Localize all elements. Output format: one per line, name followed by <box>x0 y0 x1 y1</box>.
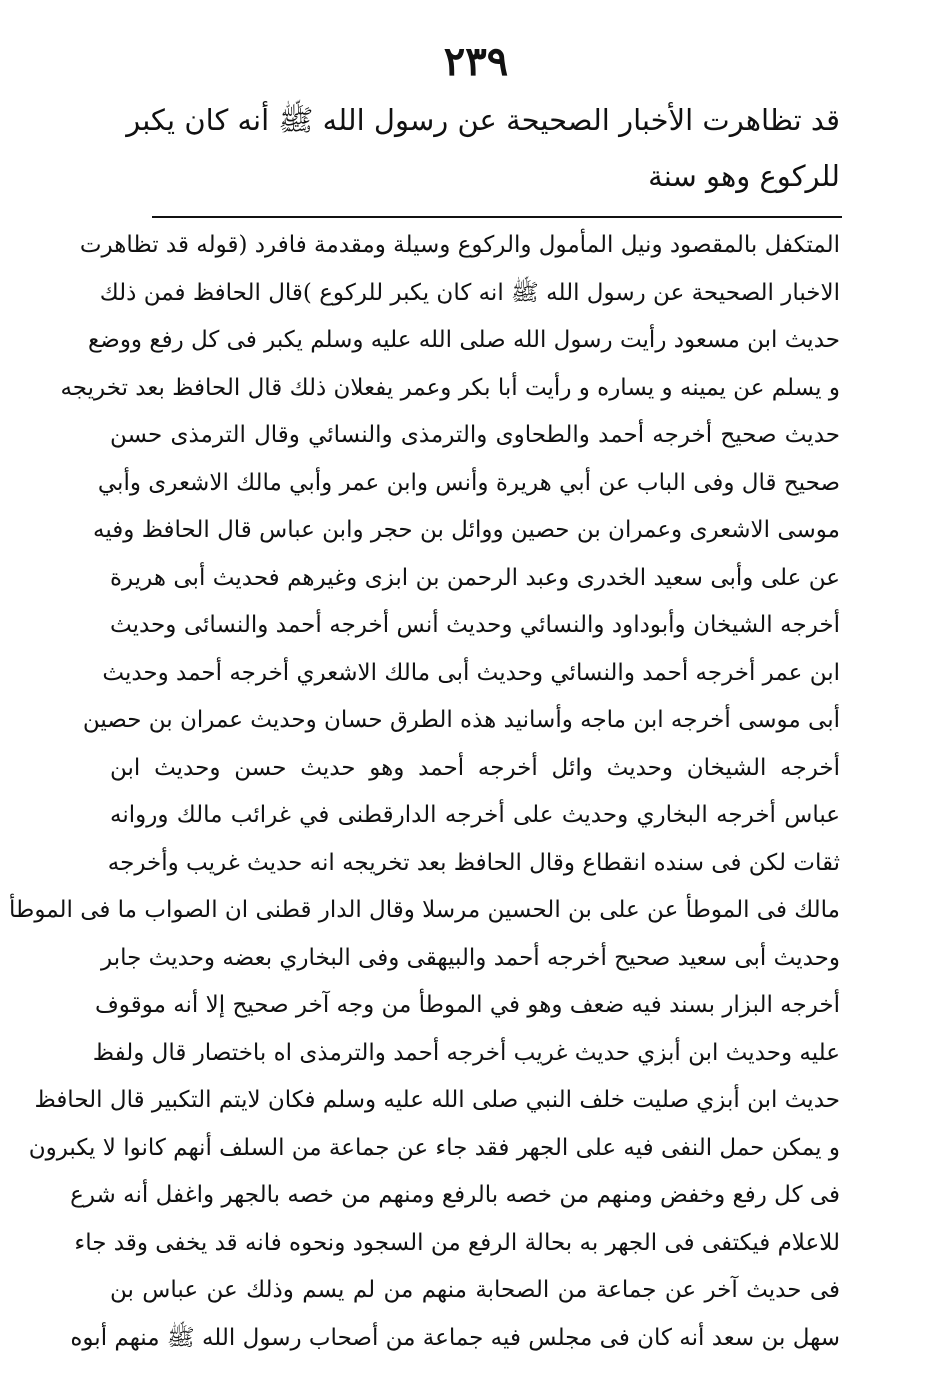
commentary-line: صحيح قال وفى الباب عن أبي هريرة وأنس وابن عمر وأبي مالك الاشعرى وأبي <box>97 469 840 496</box>
separator-rule <box>152 216 842 218</box>
commentary-line: فى كل رفع وخفض ومنهم من خصه بالرفع ومنهم من خصه بالجهر واغفل أنه شرع <box>70 1182 840 1208</box>
commentary-line: أبى موسى أخرجه ابن ماجه وأسانيد هذه الطرق حسان وحديث عمران بن حصين <box>82 707 840 733</box>
commentary-line: أخرجه الشيخان وأبوداود والنسائي وحديث أنس أخرجه أحمد والنسائى وحديث <box>110 612 840 638</box>
commentary-line: حديث صحيح أخرجه أحمد والطحاوى والترمذى والنسائي وقال الترمذى حسن <box>110 422 840 448</box>
commentary-line: و يمكن حمل النفى فيه على الجهر فقد جاء عن جماعة من السلف أنهم كانوا لا يكبرون <box>28 1134 840 1161</box>
page-number: ٢٣٩ <box>443 38 509 85</box>
commentary-line: المتكفل بالمقصود ونيل المأمول والركوع وسيلة ومقدمة فافرد (قوله قد تظاهرت <box>79 232 840 258</box>
commentary-text <box>9 222 840 1362</box>
commentary-line: مالك فى الموطأ عن على بن الحسين مرسلا وقال الدار قطنى ان الصواب ما فى الموطأ <box>9 897 840 923</box>
commentary-line: سهل بن سعد أنه كان فى مجلس فيه جماعة من أصحاب رسول الله ﷺ منهم أبوه <box>70 1324 840 1351</box>
commentary-line: ابن عمر أخرجه أحمد والنسائي وحديث أبى مالك الاشعري أخرجه أحمد وحديث <box>102 659 840 686</box>
commentary-line: حديث ابن مسعود رأيت رسول الله صلى الله عليه وسلم يكبر فى كل رفع ووضع <box>88 327 840 353</box>
commentary-line: للاعلام فيكتفى فى الجهر به بحالة الرفع من السجود ونحوه فانه قد يخفى وقد جاء <box>74 1229 840 1256</box>
commentary-line: أخرجه البزار بسند فيه ضعف وهو في الموطأ من وجه آخر صحيح إلا أنه موقوف <box>94 992 840 1018</box>
commentary-line: عباس أخرجه البخاري وحديث على أخرجه الدارقطنى في غرائب مالك وروانه <box>110 802 840 828</box>
main-text-line: قد تظاهرت الأخبار الصحيحة عن رسول الله ﷺ أنه كان يكبر <box>126 103 840 137</box>
commentary-line: ثقات لكن فى سنده انقطاع وقال الحافظ بعد تخريجه انه حديث غريب وأخرجه <box>107 849 840 876</box>
commentary-line: فى حديث آخر عن جماعة من الصحابة منهم من لم يسم وذلك عن عباس بن <box>110 1277 840 1303</box>
commentary-line: أخرجه الشيخان وحديث وائل أخرجه أحمد وهو حديث حسن وحديث ابن <box>110 754 840 781</box>
commentary-line: عن على وأبى سعيد الخدرى وعبد الرحمن بن ابزى وغيرهم فحديث أبى هريرة <box>110 564 840 591</box>
commentary-line: حديث ابن أبزي صليت خلف النبي صلى الله عليه وسلم فكان لايتم التكبير قال الحافظ <box>34 1087 840 1113</box>
commentary-line: وحديث أبى سعيد صحيح أخرجه أحمد والبيهقى وفى البخاري بعضه وحديث جابر <box>101 944 840 971</box>
commentary-line: موسى الاشعرى وعمران بن حصين ووائل بن حجر وابن عباس قال الحافظ وفيه <box>93 517 840 543</box>
main-text-line: للركوع وهو سنة <box>648 159 840 193</box>
commentary-line: عليه وحديث ابن أبزي حديث غريب أخرجه أحمد والترمذى اه باختصار قال ولفظ <box>92 1039 840 1066</box>
commentary-line: و يسلم عن يمينه و يساره و رأيت أبا بكر وعمر يفعلان ذلك قال الحافظ بعد تخريجه <box>60 374 840 401</box>
commentary-line: الاخبار الصحيحة عن رسول الله ﷺ انه كان يكبر للركوع )قال الحافظ فمن ذلك <box>99 279 840 306</box>
main-text <box>120 92 840 204</box>
